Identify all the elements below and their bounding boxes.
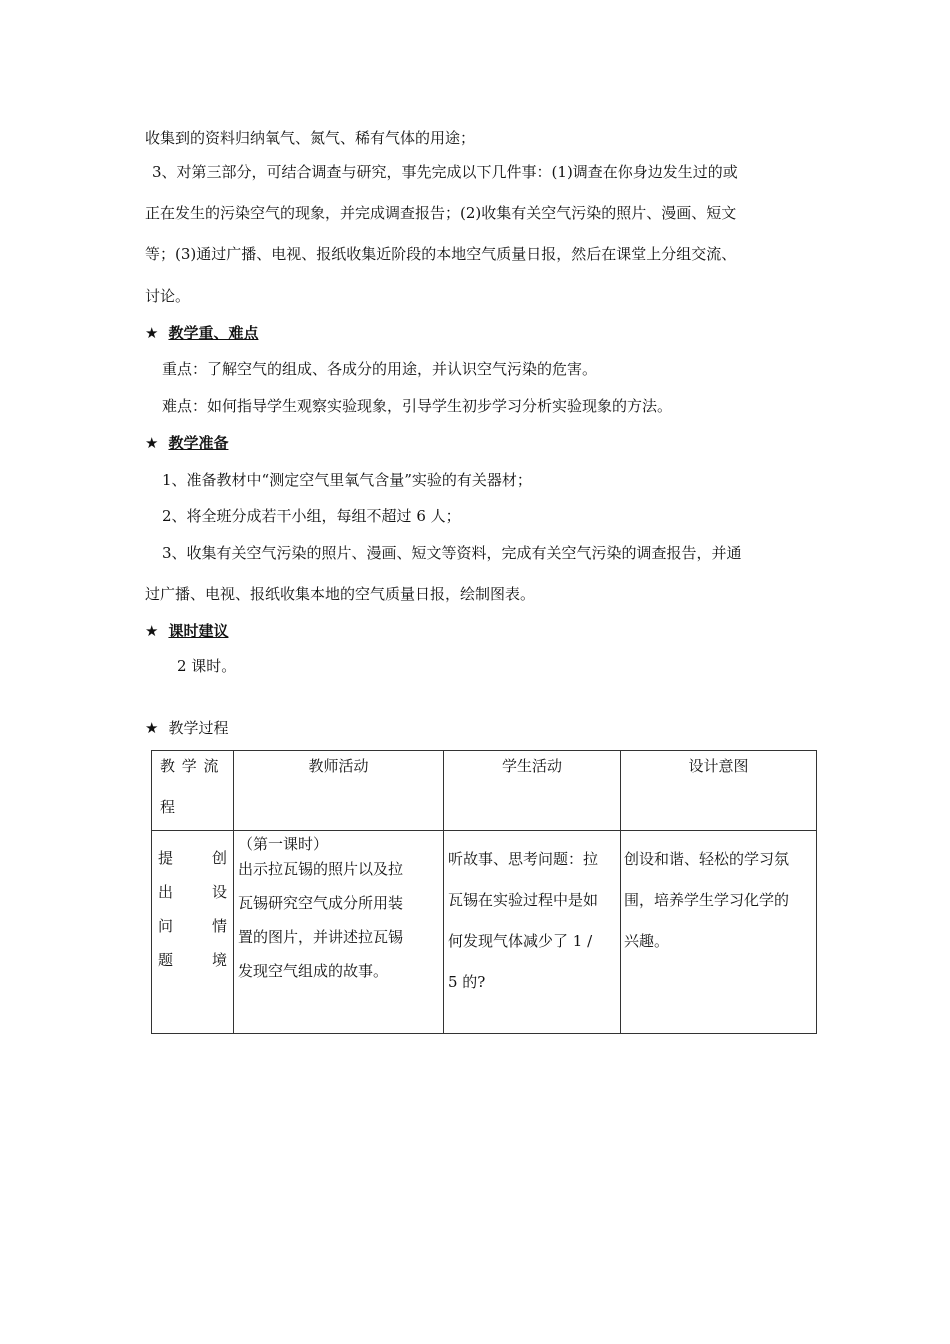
header-flow-line2: 程 <box>160 798 176 816</box>
flow-char: 问 <box>158 917 174 935</box>
paragraph-materials: 收集到的资料归纳氧气、氮气、稀有气体的用途； <box>145 129 476 147</box>
cell-flow <box>152 831 234 1034</box>
paragraph-part3-line2: 正在发生的污染空气的现象，并完成调查报告；(2)收集有关空气污染的照片、漫画、短文 <box>145 204 737 222</box>
teacher-line: 置的图片，并讲述拉瓦锡 <box>238 928 404 946</box>
hours-value: 2 课时。 <box>177 657 237 675</box>
teacher-line: 出示拉瓦锡的照片以及拉 <box>238 860 404 878</box>
header-teacher-label: 教师活动 <box>308 757 369 775</box>
flow-char: 出 <box>158 883 174 901</box>
flow-char: 创 <box>211 849 227 867</box>
flow-char: 境 <box>211 951 227 969</box>
teacher-line: 瓦锡研究空气成分所用装 <box>238 894 404 912</box>
star-icon: ★ <box>145 434 159 452</box>
process-table <box>151 750 817 1034</box>
paragraph-part3-line3: 等；(3)通过广播、电视、报纸收集近阶段的本地空气质量日报，然后在课堂上分组交流、 <box>145 245 737 263</box>
heading-hours <box>145 621 228 641</box>
heading-key-points-text: 教学重、难点 <box>168 324 259 342</box>
heading-process-text: 教学过程 <box>168 719 229 737</box>
star-icon: ★ <box>145 622 159 640</box>
prep-item-1: 1、准备教材中“测定空气里氧气含量”实验的有关器材； <box>162 471 532 489</box>
student-line: 瓦锡在实验过程中是如 <box>448 891 599 909</box>
intent-line: 兴趣。 <box>624 932 670 950</box>
student-line: 5 的? <box>448 973 486 991</box>
lesson-label: （第一课时） <box>238 835 329 853</box>
heading-process <box>145 718 228 738</box>
heading-key-points <box>145 323 258 343</box>
flow-char: 设 <box>211 883 227 901</box>
intent-line: 围，培养学生学习化学的 <box>624 891 790 909</box>
student-line: 听故事、思考问题：拉 <box>448 850 599 868</box>
teacher-line: 发现空气组成的故事。 <box>238 962 389 980</box>
cell-student-activity <box>444 831 621 1034</box>
star-icon: ★ <box>145 719 159 737</box>
paragraph-part3-line1: 3、对第三部分，可结合调查与研究，事先完成以下几件事：(1)调查在你身边发生过的或 <box>152 163 738 181</box>
flow-char: 情 <box>211 917 227 935</box>
flow-char: 提 <box>158 849 174 867</box>
heading-preparation <box>145 433 228 453</box>
heading-preparation-text: 教学准备 <box>168 434 229 452</box>
cell-teacher-activity <box>234 831 444 1034</box>
star-icon: ★ <box>145 324 159 342</box>
flow-char: 题 <box>158 951 174 969</box>
table-header-row <box>152 751 817 831</box>
header-student-label: 学生活动 <box>501 757 562 775</box>
header-student <box>444 751 621 831</box>
table-row <box>152 831 817 1034</box>
header-flow <box>152 751 234 831</box>
header-flow-line1: 教 学 流 <box>160 757 220 775</box>
header-intent <box>621 751 817 831</box>
intent-line: 创设和谐、轻松的学习氛 <box>624 850 790 868</box>
paragraph-part3-line4: 讨论。 <box>145 287 191 305</box>
cell-design-intent <box>621 831 817 1034</box>
prep-item-3-line1: 3、收集有关空气污染的照片、漫画、短文等资料，完成有关空气污染的调查报告，并通 <box>162 544 742 562</box>
header-teacher <box>234 751 444 831</box>
prep-item-2: 2、将全班分成若干小组，每组不超过 6 人； <box>162 507 461 525</box>
difficulty-point: 难点：如何指导学生观察实验现象，引导学生初步学习分析实验现象的方法。 <box>162 397 673 415</box>
header-intent-label: 设计意图 <box>688 757 749 775</box>
student-line: 何发现气体减少了 1 / <box>448 932 593 950</box>
prep-item-3-line2: 过广播、电视、报纸收集本地的空气质量日报，绘制图表。 <box>145 585 536 603</box>
focus-point: 重点：了解空气的组成、各成分的用途，并认识空气污染的危害。 <box>162 360 598 378</box>
heading-hours-text: 课时建议 <box>168 622 229 640</box>
